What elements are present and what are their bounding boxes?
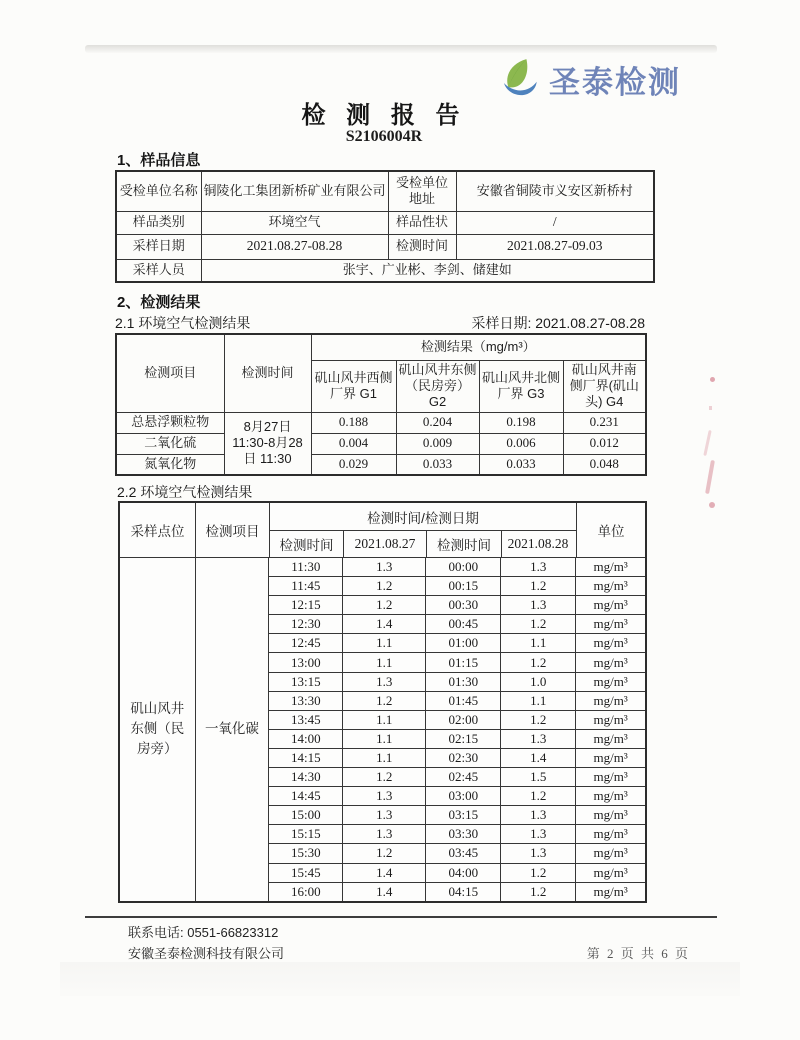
unit-cell: mg/m³ xyxy=(575,864,645,882)
ink-mark xyxy=(705,460,715,494)
sub-header-date2: 2021.08.28 xyxy=(501,531,574,557)
footer-phone: 联系电话: 0551-66823312 xyxy=(128,925,279,940)
time-day1-cell: 12:45 xyxy=(290,635,321,651)
scan-shadow-bottom xyxy=(60,962,740,996)
station-g1-header: 矶山风井西侧厂界 G1 xyxy=(311,360,396,412)
subsection21-heading: 2.1 环境空气检测结果 xyxy=(115,315,251,331)
sample-type-label: 样品类别 xyxy=(116,211,201,234)
sub-header-time1: 检测时间 xyxy=(279,538,334,553)
table-row xyxy=(116,412,646,433)
tsp-g3: 0.198 xyxy=(479,412,563,433)
time-day2-cell: 01:00 xyxy=(425,634,500,652)
time-day2-cell: 01:45 xyxy=(425,692,500,710)
unit-cell: mg/m³ xyxy=(575,844,645,862)
station-g3-header: 矶山风井北侧厂界 G3 xyxy=(479,360,563,412)
table-row xyxy=(116,171,654,211)
nox-g1: 0.029 xyxy=(311,454,396,475)
value-day2-cell: 1.2 xyxy=(500,787,575,805)
time-day1-cell: 12:30 xyxy=(290,616,321,632)
unit-cell: mg/m³ xyxy=(575,692,645,710)
brand-name: 圣泰检测 xyxy=(549,65,681,100)
client-name-label: 受检单位名称 xyxy=(116,171,201,211)
table-row xyxy=(269,614,645,633)
value-day1-cell: 1.2 xyxy=(342,844,425,862)
unit-cell: mg/m³ xyxy=(575,558,645,576)
value-day1-cell: 1.1 xyxy=(342,634,425,652)
table-header xyxy=(120,503,645,557)
table-row xyxy=(269,652,645,671)
unit-cell: mg/m³ xyxy=(575,787,645,805)
table-row xyxy=(116,211,654,234)
table-row xyxy=(269,805,645,824)
sub-header-date1: 2021.08.27 xyxy=(343,531,426,557)
time-day2-cell: 01:30 xyxy=(425,673,500,691)
station-g2-header: 矶山风井东侧（民房旁）G2 xyxy=(396,360,479,412)
so2-g1: 0.004 xyxy=(311,433,396,454)
air-results-table-22 xyxy=(118,501,647,903)
value-day2-cell: 1.2 xyxy=(500,577,575,595)
time-day1-cell: 15:45 xyxy=(290,864,321,880)
value-day2-cell: 1.2 xyxy=(500,711,575,729)
time-day1-cell: 13:00 xyxy=(290,654,321,670)
footer-company: 安徽圣泰检测科技有限公司 xyxy=(128,946,285,961)
unit-cell: mg/m³ xyxy=(575,749,645,767)
parameter-cell: 一氧化碳 xyxy=(195,558,269,901)
col-header-unit: 单位 xyxy=(576,503,645,557)
table-row xyxy=(269,786,645,805)
sampler-label: 采样人员 xyxy=(116,259,201,282)
table-body xyxy=(120,557,645,901)
param-so2-label: 二氧化硫 xyxy=(116,433,224,454)
value-day2-cell: 1.3 xyxy=(500,806,575,824)
data-rows xyxy=(268,558,645,901)
table-row xyxy=(269,576,645,595)
unit-cell: mg/m³ xyxy=(575,634,645,652)
value-day1-cell: 1.1 xyxy=(342,730,425,748)
time-day1-cell: 13:45 xyxy=(290,711,321,727)
tsp-g4: 0.231 xyxy=(563,412,646,433)
time-day2-cell: 00:45 xyxy=(425,615,500,633)
unit-cell: mg/m³ xyxy=(575,768,645,786)
so2-g4: 0.012 xyxy=(563,433,646,454)
value-day1-cell: 1.4 xyxy=(342,864,425,882)
time-day1-cell: 11:45 xyxy=(291,578,321,594)
sample-state-value: / xyxy=(456,211,654,234)
table-row xyxy=(269,882,645,901)
table-row xyxy=(269,843,645,862)
sample-info-table xyxy=(115,170,655,283)
time-day1-cell: 14:30 xyxy=(290,769,321,785)
value-day2-cell: 1.5 xyxy=(500,768,575,786)
value-day1-cell: 1.3 xyxy=(342,558,425,576)
time-day1-cell: 13:30 xyxy=(290,692,321,708)
col-header-item: 检测项目 xyxy=(116,334,224,412)
value-day1-cell: 1.2 xyxy=(342,577,425,595)
time-day2-cell: 04:15 xyxy=(425,883,500,901)
value-day2-cell: 1.0 xyxy=(500,673,575,691)
param-tsp-label: 总悬浮颗粒物 xyxy=(116,412,224,433)
time-day2-cell: 00:30 xyxy=(425,596,500,614)
value-day1-cell: 1.3 xyxy=(342,787,425,805)
time-day2-cell: 00:15 xyxy=(425,577,500,595)
time-day1-cell: 14:45 xyxy=(290,788,321,804)
sample-state-label: 样品性状 xyxy=(388,211,456,234)
time-range-cell: 8月27日 11:30-8月28日 11:30 xyxy=(224,412,311,475)
value-day1-cell: 1.4 xyxy=(342,883,425,901)
time-day2-cell: 02:30 xyxy=(425,749,500,767)
table-row xyxy=(269,824,645,843)
ink-mark xyxy=(709,406,712,410)
sampling-date-label: 采样日期 xyxy=(116,234,201,259)
time-day2-cell: 03:45 xyxy=(425,844,500,862)
unit-cell: mg/m³ xyxy=(575,577,645,595)
param-nox-label: 氮氧化物 xyxy=(116,454,224,475)
table-row xyxy=(269,729,645,748)
unit-cell: mg/m³ xyxy=(575,883,645,901)
ink-mark xyxy=(710,377,715,382)
col-header-point: 采样点位 xyxy=(130,524,185,539)
time-day1-cell: 15:00 xyxy=(290,807,321,823)
time-day2-cell: 00:00 xyxy=(425,558,500,576)
time-day2-cell: 02:45 xyxy=(425,768,500,786)
table-row xyxy=(116,433,646,454)
unit-cell: mg/m³ xyxy=(575,673,645,691)
value-day1-cell: 1.3 xyxy=(342,806,425,824)
value-day2-cell: 1.4 xyxy=(500,749,575,767)
client-address-value: 安徽省铜陵市义安区新桥村 xyxy=(456,171,654,211)
sampling-point-cell: 矶山风井东侧（民房旁） xyxy=(130,700,185,757)
tsp-g2: 0.204 xyxy=(396,412,479,433)
ink-mark xyxy=(709,502,715,508)
value-day2-cell: 1.3 xyxy=(500,558,575,576)
value-day2-cell: 1.2 xyxy=(500,615,575,633)
page-number: 第 2 页 共 6 页 xyxy=(586,946,690,961)
value-day1-cell: 1.1 xyxy=(342,653,425,671)
time-day1-cell: 15:30 xyxy=(290,845,321,861)
time-day2-cell: 03:15 xyxy=(425,806,500,824)
table-row xyxy=(116,454,646,475)
table-row xyxy=(269,558,645,576)
col-header-result-group: 检测结果（mg/m³） xyxy=(311,334,646,360)
table-header-row xyxy=(116,334,646,360)
subsection21-row xyxy=(115,313,645,333)
client-name-value: 铜陵化工集团新桥矿业有限公司 xyxy=(201,171,388,211)
value-day2-cell: 1.3 xyxy=(500,596,575,614)
value-day1-cell: 1.3 xyxy=(342,673,425,691)
time-day1-cell: 16:00 xyxy=(290,883,321,899)
sampler-value: 张宇、广业彬、李剑、储建如 xyxy=(201,259,654,282)
unit-cell: mg/m³ xyxy=(575,825,645,843)
value-day1-cell: 1.2 xyxy=(342,692,425,710)
sampling-date-note: 采样日期: 2021.08.27-08.28 xyxy=(471,315,645,331)
so2-g2: 0.009 xyxy=(396,433,479,454)
time-day1-cell: 13:15 xyxy=(290,673,321,689)
value-day1-cell: 1.1 xyxy=(342,749,425,767)
nox-g2: 0.033 xyxy=(396,454,479,475)
ink-mark xyxy=(703,430,711,456)
table-row xyxy=(269,633,645,652)
table-row xyxy=(269,595,645,614)
time-day1-cell: 11:30 xyxy=(291,559,321,575)
nox-g3: 0.033 xyxy=(479,454,563,475)
client-address-label: 受检单位地址 xyxy=(388,171,456,211)
unit-cell: mg/m³ xyxy=(575,653,645,671)
value-day2-cell: 1.1 xyxy=(500,634,575,652)
table-row xyxy=(269,710,645,729)
section1-heading: 1、样品信息 xyxy=(117,152,201,169)
unit-cell: mg/m³ xyxy=(575,596,645,614)
table-row xyxy=(116,234,654,259)
so2-g3: 0.006 xyxy=(479,433,563,454)
time-day2-cell: 02:00 xyxy=(425,711,500,729)
time-day1-cell: 14:00 xyxy=(290,730,321,746)
value-day2-cell: 1.2 xyxy=(500,864,575,882)
table-row xyxy=(269,748,645,767)
time-day2-cell: 03:30 xyxy=(425,825,500,843)
value-day2-cell: 1.2 xyxy=(500,653,575,671)
unit-cell: mg/m³ xyxy=(575,615,645,633)
time-day2-cell: 01:15 xyxy=(425,653,500,671)
col-header-item: 检测项目 xyxy=(195,503,269,557)
value-day1-cell: 1.1 xyxy=(342,711,425,729)
unit-cell: mg/m³ xyxy=(575,730,645,748)
tsp-g1: 0.188 xyxy=(311,412,396,433)
col-header-time: 检测时间 xyxy=(224,334,311,412)
test-time-label: 检测时间 xyxy=(388,234,456,259)
time-day1-cell: 15:15 xyxy=(290,826,321,842)
group-header-label: 检测时间/检测日期 xyxy=(367,510,479,526)
test-time-value: 2021.08.27-09.03 xyxy=(456,234,654,259)
table-row xyxy=(269,767,645,786)
table-row xyxy=(116,259,654,282)
value-day2-cell: 1.2 xyxy=(500,883,575,901)
time-day2-cell: 03:00 xyxy=(425,787,500,805)
table-row xyxy=(269,691,645,710)
report-title: 检 测 报 告 xyxy=(301,102,467,129)
value-day1-cell: 1.4 xyxy=(342,615,425,633)
sub-header-time2: 检测时间 xyxy=(426,531,501,557)
subsection22-heading: 2.2 环境空气检测结果 xyxy=(117,484,253,500)
section2-heading: 2、检测结果 xyxy=(117,294,201,311)
value-day1-cell: 1.2 xyxy=(342,768,425,786)
value-day2-cell: 1.3 xyxy=(500,844,575,862)
time-day2-cell: 04:00 xyxy=(425,864,500,882)
value-day2-cell: 1.3 xyxy=(500,825,575,843)
unit-cell: mg/m³ xyxy=(575,806,645,824)
time-day2-cell: 02:15 xyxy=(425,730,500,748)
time-day1-cell: 14:15 xyxy=(290,749,321,765)
sample-type-value: 环境空气 xyxy=(201,211,388,234)
sub-header-row xyxy=(270,530,576,557)
station-g4-header: 矶山风井南侧厂界(矶山头) G4 xyxy=(563,360,646,412)
nox-g4: 0.048 xyxy=(563,454,646,475)
table-row xyxy=(269,863,645,882)
value-day2-cell: 1.3 xyxy=(500,730,575,748)
air-results-table-21 xyxy=(115,333,647,476)
time-day1-cell: 12:15 xyxy=(290,597,321,613)
unit-cell: mg/m³ xyxy=(575,711,645,729)
value-day1-cell: 1.2 xyxy=(342,596,425,614)
footer-divider xyxy=(85,916,717,918)
table-row xyxy=(269,672,645,691)
value-day2-cell: 1.1 xyxy=(500,692,575,710)
scan-shadow-top xyxy=(85,45,717,53)
value-day1-cell: 1.3 xyxy=(342,825,425,843)
report-number: S2106004R xyxy=(345,128,423,145)
time-group-header-block xyxy=(269,503,576,557)
sampling-date-value: 2021.08.27-08.28 xyxy=(201,234,388,259)
